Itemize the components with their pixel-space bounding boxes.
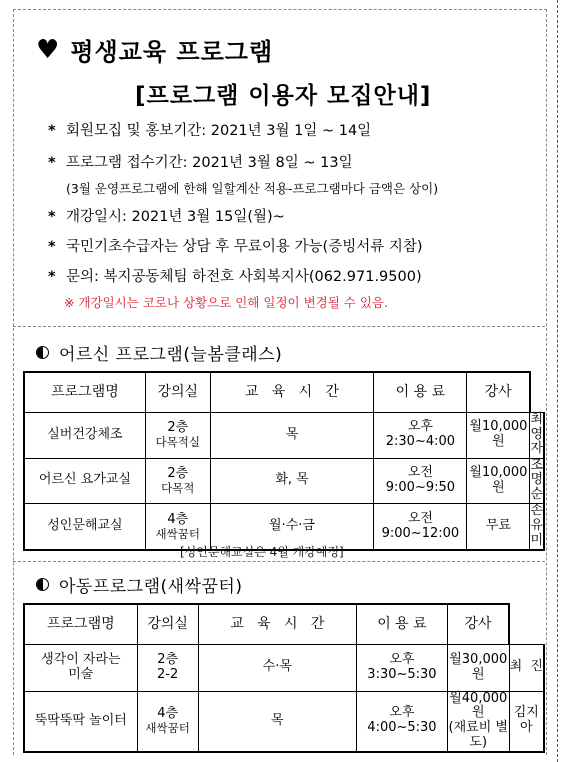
col-header-teacher: 강사 <box>447 604 509 644</box>
info-apply-period <box>48 151 353 172</box>
info-text: 국민기초수급자는 상담 후 무료이용 가능(증빙서류 지참) <box>66 239 423 255</box>
days: 수·목 <box>198 644 356 691</box>
section-divider <box>13 561 545 562</box>
table-row <box>24 644 544 691</box>
info-text: 문의: 복지공동체팀 하전호 사회복지사(062.971.9500) <box>66 269 422 285</box>
time: 오후 3:30~5:30 <box>357 644 448 691</box>
room: 4층 새싹꿈터 <box>137 691 198 752</box>
col-header-fee: 이 용 료 <box>357 604 448 644</box>
teacher: 김지아 <box>509 691 544 752</box>
teacher: 최영자 <box>530 411 543 457</box>
info-text: 프로그램 접수기간: 2021년 3월 8일 ~ 13일 <box>66 155 353 171</box>
program-name: 성인문해교실 <box>24 504 145 550</box>
table-row <box>24 412 544 458</box>
asterisk: * <box>48 155 56 171</box>
days: 월·수·금 <box>210 504 374 550</box>
covid-warning: ※ 개강일시는 코로나 상황으로 인해 일정이 변경될 수 있음. <box>64 295 388 310</box>
section-divider <box>13 326 545 327</box>
col-header-program: 프로그램명 <box>24 372 145 412</box>
fee: 월40,000원 (재료비 별도) <box>448 690 508 751</box>
children-section-title <box>36 572 242 597</box>
info-start-date <box>48 205 285 226</box>
col-header-room: 강의실 <box>137 604 198 644</box>
info-recruit-period <box>48 119 371 140</box>
asterisk: * <box>48 269 56 285</box>
col-header-fee: 이 용 료 <box>374 372 467 412</box>
days: 목 <box>198 691 356 752</box>
room: 4층 새싹꿈터 <box>145 504 210 550</box>
program-name: 실버건강체조 <box>24 412 145 458</box>
teacher: 최 진 <box>509 644 544 691</box>
asterisk: * <box>48 239 56 255</box>
fee: 월10,000원 <box>467 412 530 458</box>
col-header-program: 프로그램명 <box>24 604 137 644</box>
col-header-room: 강의실 <box>145 372 210 412</box>
info-contact <box>48 265 422 286</box>
program-name: 어르신 요가교실 <box>24 458 145 504</box>
table-caption: [성인문해교실은 4월 개강예정] <box>180 545 344 559</box>
asterisk: * <box>48 209 56 225</box>
room: 2층 다목적실 <box>145 412 210 458</box>
teacher: 손유미 <box>530 503 543 549</box>
children-title-text: 아동프로그램(새싹꿈터) <box>59 577 243 597</box>
seniors-section-title <box>36 340 282 365</box>
col-header-time: 교 육 시 간 <box>198 604 356 644</box>
half-filled-circle-icon <box>36 578 49 591</box>
page-heading <box>36 32 273 67</box>
table-header-row <box>24 372 544 412</box>
room: 2층 2-2 <box>137 644 198 691</box>
fee: 월10,000원 <box>467 458 530 504</box>
heading-text: 평생교육 프로그램 <box>70 38 274 66</box>
fee: 월30,000원 <box>447 644 509 691</box>
children-table <box>23 603 545 753</box>
fee: 무료 <box>467 504 530 550</box>
room: 2층 다목적 <box>145 458 210 504</box>
days: 화, 목 <box>210 458 374 504</box>
time: 오전 9:00~9:50 <box>374 458 467 504</box>
info-text: 회원모집 및 홍보기간: 2021년 3월 1일 ~ 14일 <box>66 123 372 139</box>
days: 목 <box>210 412 374 458</box>
time: 오후 4:00~5:30 <box>357 691 448 752</box>
heart-icon: ♥ <box>36 34 61 65</box>
table-row <box>24 691 544 752</box>
program-name: 생각이 자라는 미술 <box>24 644 137 691</box>
seniors-title-text: 어르신 프로그램(늘봄클래스) <box>59 345 283 365</box>
program-name: 뚝딱뚝딱 놀이터 <box>24 691 137 752</box>
cut-line <box>557 0 558 762</box>
info-text: 개강일시: 2021년 3월 15일(월)~ <box>66 209 285 225</box>
time: 오후 2:30~4:00 <box>374 412 467 458</box>
table-row <box>24 458 544 504</box>
info-free-use <box>48 235 423 256</box>
col-header-time: 교 육 시 간 <box>210 372 374 412</box>
teacher: 조명순 <box>530 457 543 503</box>
notice-title: [프로그램 이용자 모집안내] <box>135 83 432 109</box>
time: 오전 9:00~12:00 <box>374 504 467 550</box>
seniors-table <box>23 371 545 551</box>
asterisk: * <box>48 123 56 139</box>
table-header-row <box>24 604 544 644</box>
col-header-teacher: 강사 <box>467 372 530 412</box>
half-filled-circle-icon <box>36 346 49 359</box>
prorate-note: (3월 운영프로그램에 한해 일할계산 적용-프로그램마다 금액은 상이) <box>66 181 439 196</box>
